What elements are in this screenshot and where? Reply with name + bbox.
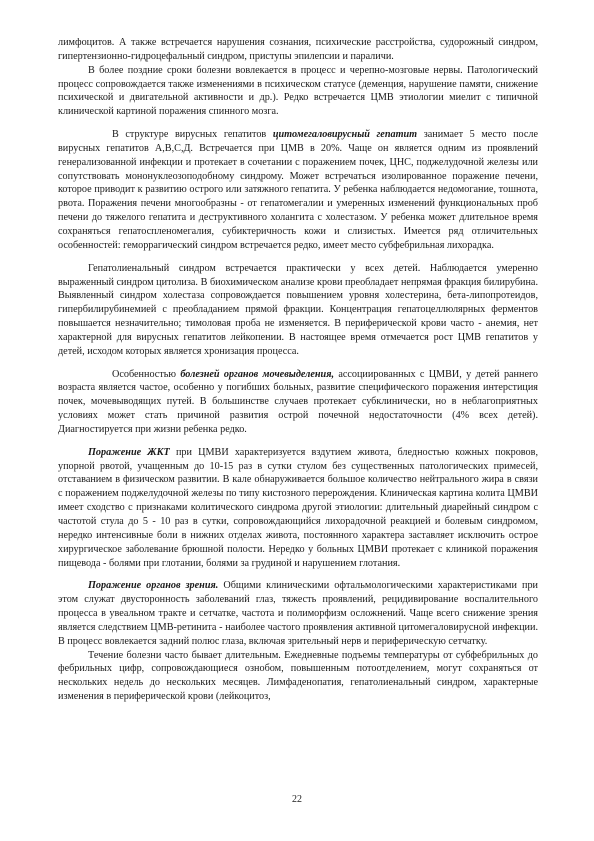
paragraph-5-text-rest: ассоциированных с ЦМВИ, у детей раннего возраста является частое, особенно у погибших больных, развитие специфического поражения интерстиция почек, мочевыводящих путей. В большинстве случаев протекает субклинически, но в неблагоприятных условиях может стать причиной развития острой почечной недостаточности (4% всех детей). Диагностируется при жизни ребенка редко. bbox=[58, 368, 538, 435]
hepatitis-term: цитомегаловирусный гепатит bbox=[272, 129, 418, 141]
urinary-organs-term: болезней органов мочевыделения, bbox=[180, 368, 335, 380]
paragraph-5-text-start: Особенностью bbox=[112, 368, 181, 380]
paragraph-7 bbox=[58, 579, 538, 648]
paragraph-2: В более поздние сроки болезни вовлекается в процесс и черепно-мозговые нервы. Патологический процесс сопровождается также изменениями в психическом статусе (деменция, нарушение памяти, снижение психической и двигательной активности и др.). Редко встречается ЦМВ этиологии миелит с типичной клинической картиной поражения спинного мозга. bbox=[58, 64, 538, 118]
paragraph-5 bbox=[58, 368, 538, 437]
paragraph-8: Течение болезни часто бывает длительным. Ежедневные подъемы температуры от субфебрильных до фебрильных цифр, сопровождающиеся ознобом, повышенным потоотделением, могут сохраняться от нескольких недель до нескольких месяцев. Лимфаденопатия, гепатолиенальный синдром, характерные изменения в периферической крови (лейкоцитоз, bbox=[58, 649, 538, 703]
paragraph-1: лимфоцитов. А также встречается нарушения сознания, психические расстройства, судорожный синдром, гипертензионно-гидроцефальный синдром, приступы эпилепсии и параличи. bbox=[58, 37, 538, 62]
paragraph-3-text-start: В структуре вирусных гепатитов bbox=[112, 129, 273, 141]
paragraph-3 bbox=[58, 128, 538, 253]
paragraph-6 bbox=[58, 446, 538, 571]
document-page bbox=[58, 36, 538, 704]
paragraph-7-text-rest: Общими клиническими офтальмологическими характеристиками при этом служат двусторонность заболеваний глаз, тяжесть проявлений, рецидивирование воспалительного процесса в увеальном тракте и сетчатке, частота и полиморфизм осложнений. Чаще всего снижение зрения является следствием ЦМВ-ретинита - наиболее частого проявления активной цитомегаловирусной инфекции. В процесс вовлекается задний полюс глаза, включая зрительный нерв и периферическую сетчатку. bbox=[58, 580, 539, 647]
vision-organs-term: Поражение органов зрения. bbox=[88, 580, 219, 592]
page-number: 22 bbox=[292, 794, 302, 805]
gi-tract-term: Поражение ЖКТ bbox=[88, 446, 170, 458]
paragraph-4: Гепатолиенальный синдром встречается практически у всех детей. Наблюдается умеренно выраженный синдром цитолиза. В биохимическом анализе крови преобладает непрямая фракция билирубина. Выявленный синдром холестаза сопровождается повышением уровня холестерина, бета-липопротеидов, гипербилирубинемией с преобладанием прямой фракции. Концентрация гепатоцеллюлярных ферментов повышается незначительно; тимоловая проба не изменяется. В периферической крови часто - анемия, нет характерной для вирусных гепатитов лейкопении. В настоящее время отмечается рост ЦМВ гепатитов у детей, исходом которых является хронизация процесса. bbox=[58, 262, 538, 357]
paragraph-6-text-rest: при ЦМВИ характеризуется вздутием живота, бледностью кожных покровов, упорной рвотой, учащенным до 10-15 раз в сутки стулом без существенных патологических примесей, отставанием в физическом развитии. В кале обнаруживается большое количество нейтрального жира в связи с поражением поджелудочной железы по типу кистозного перерождения. Клиническая картина колита ЦМВИ имеет сходство с признаками колитического синдрома другой этиологии: длительный диарейный синдром с частотой стула до 5 - 10 раз в сутки, сопровождающийся лихорадочной реакцией и болевым синдромом, нередко интенсивные боли в нижних отделах живота, постоянного характера заставляет исключить острое хирургическое заболевание брюшной полости. Нередко у больных ЦМВИ протекает с клиникой поражения пищевода - болями при глотании, болями за грудиной и нарушением глотания. bbox=[58, 446, 538, 569]
paragraph-3-text-rest: занимает 5 место после вирусных гепатитов А,В,С,Д. Встречается при ЦМВ в 20%. Чаще он является одним из проявлений генерализованной инфекции и протекает в сочетании с поражением почек, ЦНС, поджелудочной железы или сопутствовать мононуклеозоподобному синдрому. Может встречаться изолированное поражение печени, которое приводит к развитию острого или затяжного гепатита. У ребенка наблюдается недомогание, тошнота, рвота. Поражения печени многообразны - от гепатомегалии и умеренных изменений функциональных проб печени до тяжелого гепатита и деструктивного холангита с холестазом. У ребенка может длительное время сохраняться гепатоспленомегалия, субиктеричность кожи и слизистых. Имеется ряд отличительных особенностей: геморрагический синдром встречается редко, имеет место субфебрильная лихорадка. bbox=[58, 129, 539, 251]
